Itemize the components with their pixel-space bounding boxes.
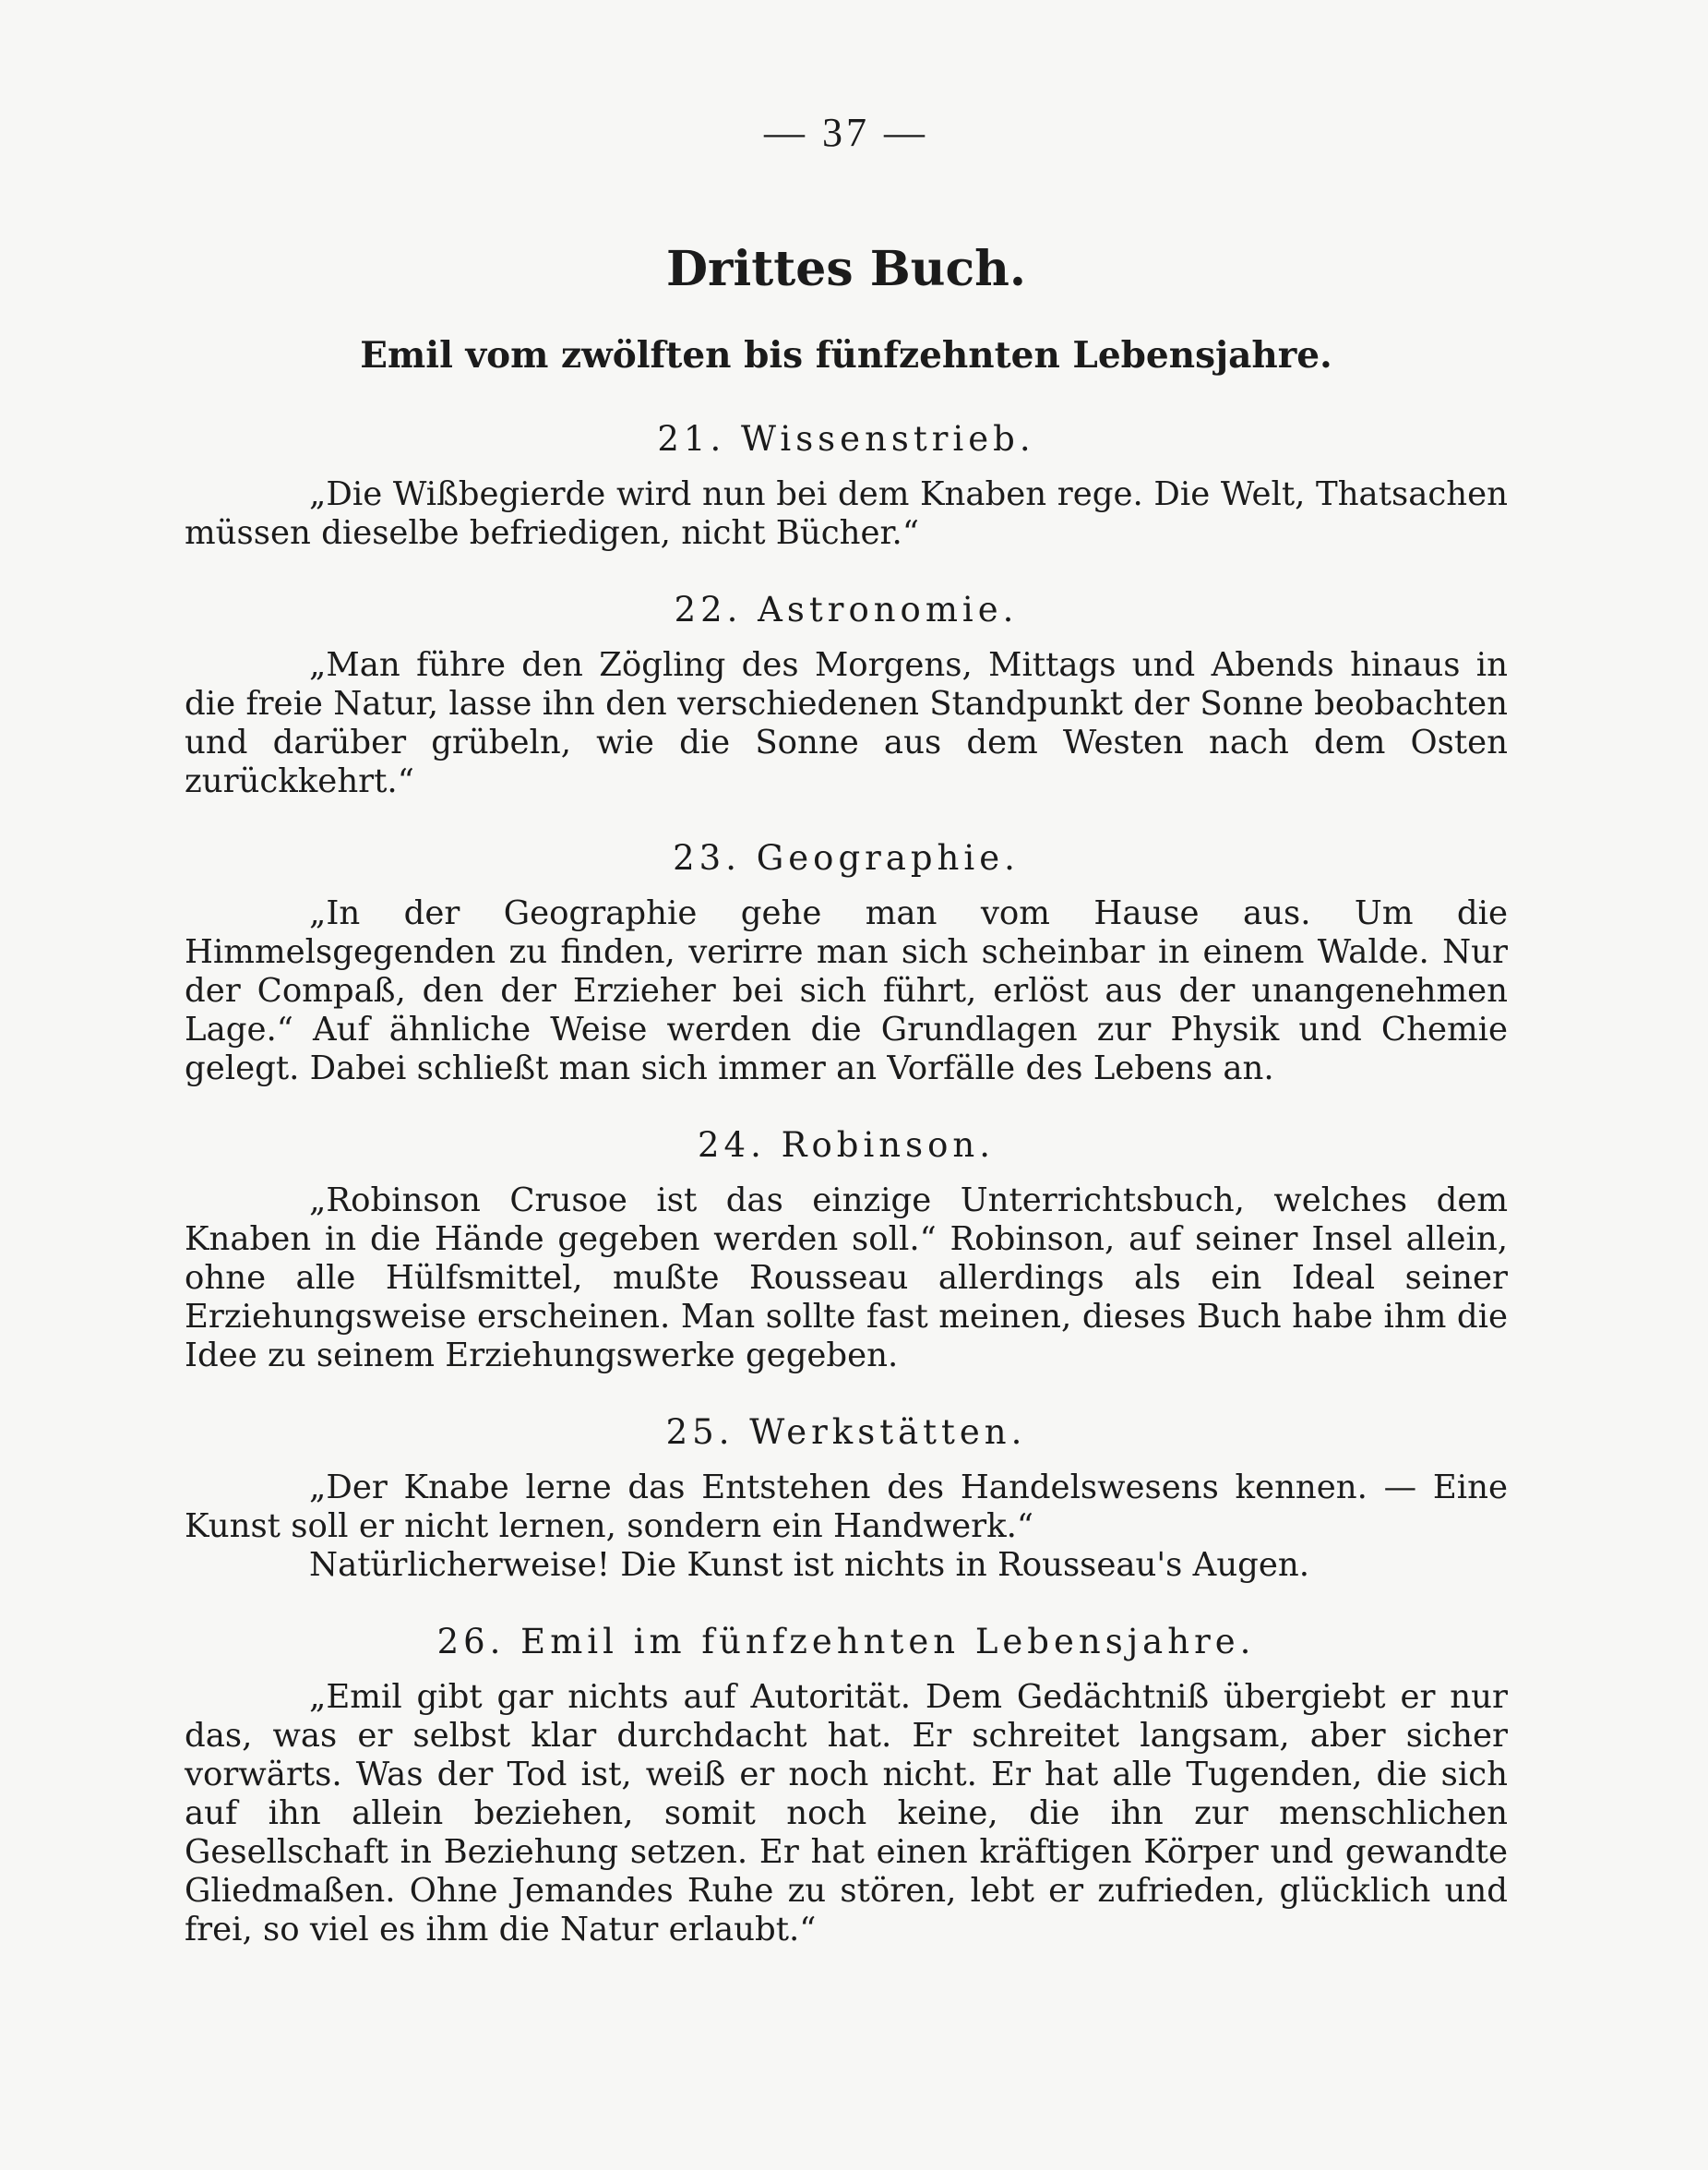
section-paragraph: „Der Knabe lerne das Entstehen des Handelswesens kennen. — Eine Kunst soll er nicht lernen, sondern ein Handwerk.“ (185, 1469, 1508, 1545)
page-number: — 37 — (764, 110, 928, 155)
book-title: Drittes Buch. (665, 241, 1027, 297)
section-heading: 24. Robinson. (698, 1125, 995, 1165)
section-paragraph: „Robinson Crusoe ist das einzige Unterrichtsbuch, welches dem Knaben in die Hände gegeben werden soll.“ Robinson, auf seiner Insel allein, ohne alle Hülfsmittel, mußte Rousseau allerdings als ein Ideal seiner Erziehungsweise erscheinen. Man sollte fast meinen, dieses Buch habe ihm die Idee zu seinem Erziehungswerke gegeben. (185, 1181, 1508, 1374)
section-paragraph: „Emil gibt gar nichts auf Autorität. Dem Gedächtniß übergiebt er nur das, was er selbst klar durchdacht hat. Er schreitet langsam, aber sicher vorwärts. Was der Tod ist, weiß er noch nicht. Er hat alle Tugenden, die sich auf ihn allein beziehen, somit noch keine, die ihn zur menschlichen Gesellschaft in Beziehung setzen. Er hat einen kräftigen Körper und gewandte Gliedmaßen. Ohne Jemandes Ruhe zu stören, lebt er zufrieden, glücklich und frei, so viel es ihm die Natur erlaubt.“ (185, 1678, 1508, 1948)
section-heading: 25. Werkstätten. (665, 1412, 1027, 1452)
section-geographie (185, 838, 1508, 1088)
section-paragraph: „In der Geographie gehe man vom Hause aus. Um die Himmelsgegenden zu finden, verirre man sich scheinbar in einem Walde. Nur der Compaß, den der Erzieher bei sich führt, erlöst aus der unangenehmen Lage.“ Auf ähnliche Weise werden die Grundlagen zur Physik und Chemie gelegt. Dabei schließt man sich immer an Vorfälle des Lebens an. (185, 894, 1508, 1087)
section-paragraph: „Die Wißbegierde wird nun bei dem Knaben rege. Die Welt, Thatsachen müssen dieselbe befriedigen, nicht Bücher.“ (185, 475, 1508, 552)
section-wissenstrieb (185, 419, 1508, 553)
book-page (185, 109, 1508, 1986)
section-emil-fuenfzehn (185, 1622, 1508, 1949)
section-werkstaetten (185, 1412, 1508, 1585)
section-robinson (185, 1125, 1508, 1375)
section-heading: 21. Wissenstrieb. (657, 419, 1035, 459)
section-heading: 23. Geographie. (673, 838, 1020, 878)
section-paragraph: Natürlicherweise! Die Kunst ist nichts in Rousseau's Augen. (309, 1546, 1310, 1584)
book-subtitle: Emil vom zwölften bis fünfzehnten Lebensjahre. (360, 334, 1332, 377)
section-heading: 26. Emil im fünfzehnten Lebensjahre. (436, 1622, 1256, 1661)
section-astronomie (185, 590, 1508, 801)
section-paragraph: „Man führe den Zögling des Morgens, Mittags und Abends hinaus in die freie Natur, lasse ihn den verschiedenen Standpunkt der Sonne beobachten und darüber grübeln, wie die Sonne aus dem Westen nach dem Osten zurückkehrt.“ (185, 646, 1508, 800)
section-heading: 22. Astronomie. (674, 590, 1019, 629)
